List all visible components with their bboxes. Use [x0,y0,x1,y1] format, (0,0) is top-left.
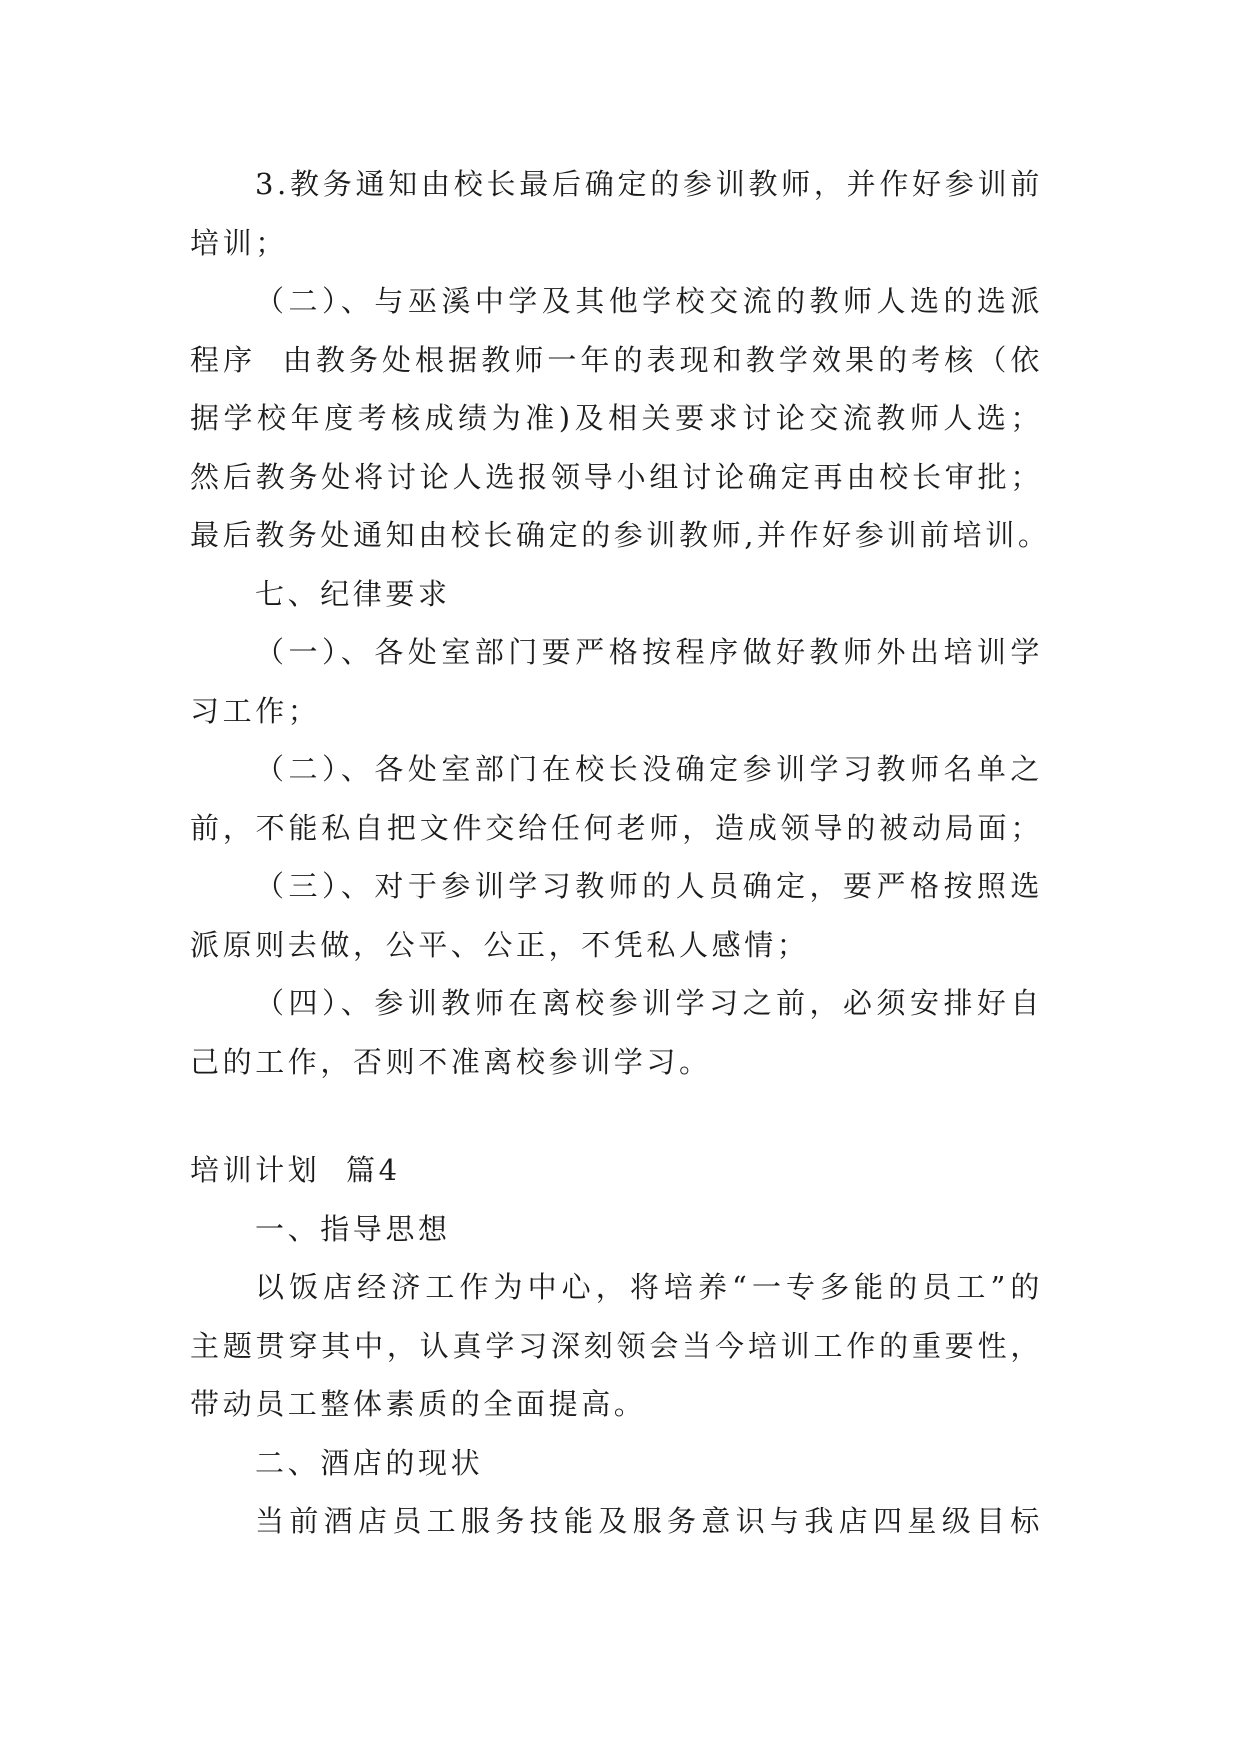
paragraph-discipline-item-2 [190,740,1043,857]
document-body [190,155,1051,1551]
paragraph-discipline-item-3 [190,857,1043,974]
text-line: 七、纪律要求 [255,576,451,611]
text-line: 当前酒店员工服务技能及服务意识与我店四星级目标 [255,1504,1043,1538]
text-line: 习工作； [190,693,321,728]
text-line: 主题贯穿其中，认真学习深刻领会当今培训工作的重要性， [190,1328,1043,1363]
text-line: 以饭店经济工作为中心，将培养“一专多能的员工”的 [255,1270,1043,1304]
heading-discipline-requirements [190,565,1043,624]
text-line: （二）、各处室部门在校长没确定参训学习教师名单之 [255,752,1043,786]
text-line: （四）、参训教师在离校参训学习之前，必须安排好自 [255,986,1043,1020]
paragraph-discipline-item-4 [190,974,1043,1091]
text-line: （二）、与巫溪中学及其他学校交流的教师人选的选派 [255,284,1043,318]
text-line: 最后教务处通知由校长确定的参训教师,并作好参训前培训。 [190,518,1051,552]
text-line: 二、酒店的现状 [255,1445,484,1480]
paragraph-final-teacher-notice [190,155,1043,272]
text-line: 据学校年度考核成绩为准)及相关要求讨论交流教师人选； [190,401,1043,435]
text-line: （一）、各处室部门要严格按程序做好教师外出培训学 [255,635,1043,669]
text-line: 3.教务通知由校长最后确定的参训教师，并作好参训前 [255,167,1043,201]
heading-guiding-ideology [190,1200,1043,1259]
heading-hotel-status [190,1434,1043,1493]
text-line: 带动员工整体素质的全面提高。 [190,1387,647,1421]
text-line: 培训； [190,225,288,260]
section-title: 培训计划 篇4 [190,1153,401,1187]
text-line: （三）、对于参训学习教师的人员确定，要严格按照选 [255,869,1043,903]
paragraph-exchange-teacher-selection [190,272,1051,565]
text-line: 前，不能私自把文件交给任何老师，造成领导的被动局面； [190,810,1043,845]
paragraph-guiding-ideology [190,1258,1043,1434]
text-line: 派原则去做，公平、公正，不凭私人感情； [190,927,810,962]
paragraph-discipline-item-1 [190,623,1043,740]
text-line: 然后教务处将讨论人选报领导小组讨论确定再由校长审批； [190,459,1043,494]
text-line: 一、指导思想 [255,1211,451,1246]
paragraph-hotel-status [190,1492,1043,1551]
text-line: 己的工作，否则不准离校参训学习。 [190,1044,712,1079]
text-line: 程序 由教务处根据教师一年的表现和教学效果的考核（依 [190,342,1043,377]
